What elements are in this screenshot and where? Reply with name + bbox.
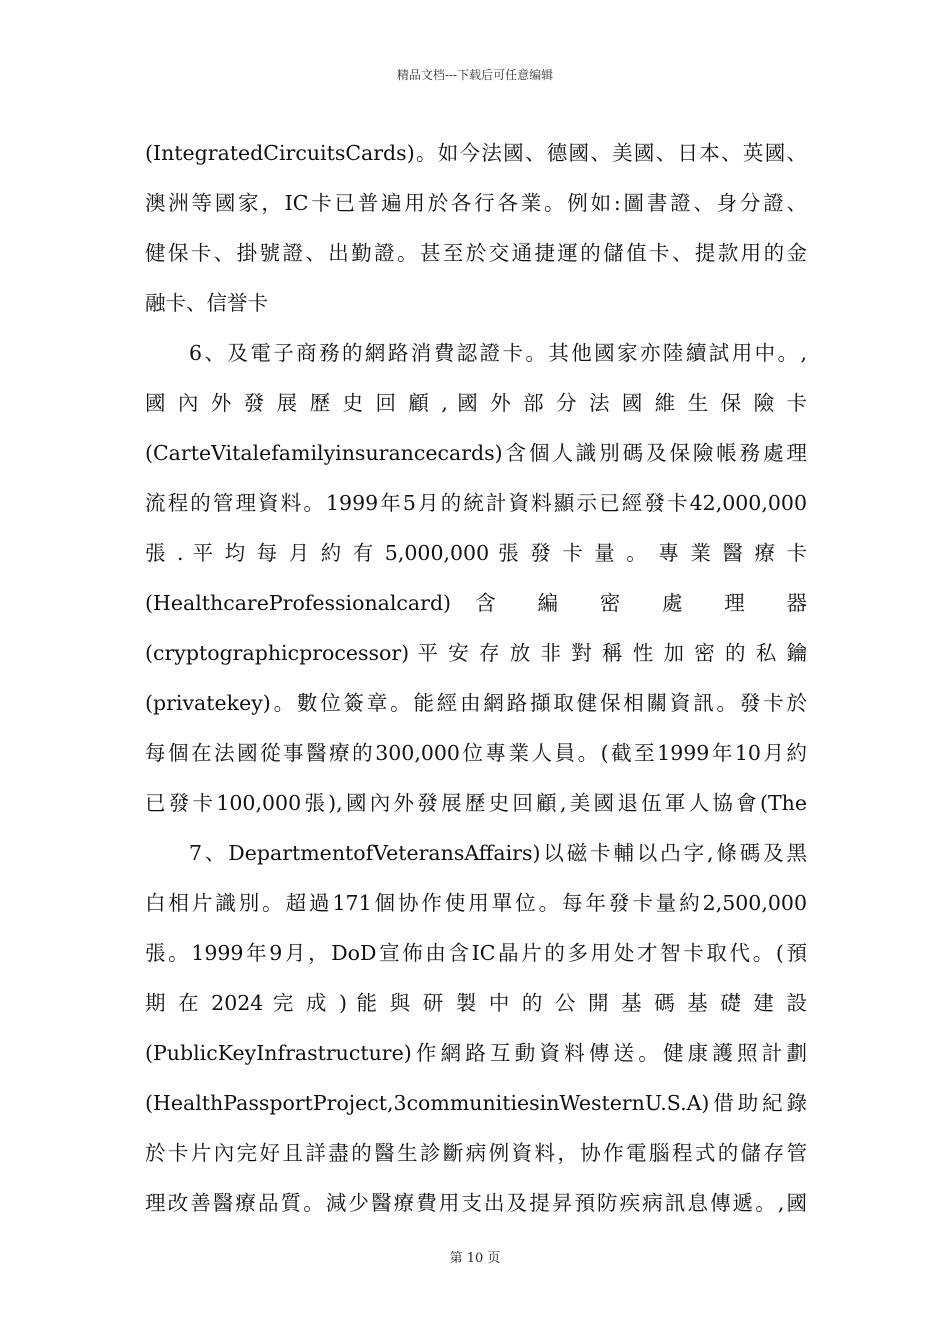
text-line: (privatekey)。數位簽章。能經由網路擷取健保相關資訊。發卡於 xyxy=(145,691,807,715)
text-line: 健保卡、掛號證、出勤證。甚至於交通捷運的儲值卡、提款用的金 xyxy=(145,241,807,265)
text-line: 澳洲等國家，IC卡已普遍用於各行各業。例如:圖書證、身分證、 xyxy=(145,191,807,215)
text-line: (HealthPassportProject,3communitiesinWesternU.S.A)借助紀錄 xyxy=(145,1091,807,1115)
text-line: (cryptographicprocessor) 平 安 存 放 非 對 稱 性 加 密 的 私 鑰 xyxy=(145,641,807,665)
text-line: 融卡、信誉卡 xyxy=(145,291,268,315)
text-line: 每個在法國從事醫療的300,000位專業人員。(截至1999年10月約 xyxy=(145,741,807,765)
page-number: 第 10 页 xyxy=(449,1251,501,1266)
text-line: 白相片識別。超過171個协作使用單位。每年發卡量約2,500,000 xyxy=(145,891,807,915)
text-line: (HealthcareProfessionalcard) 含 編 密 處 理 器 xyxy=(145,591,807,615)
document-body xyxy=(145,128,807,1228)
text-line: 期 在 2024 完 成 ) 能 與 研 製 中 的 公 開 基 碼 基 礎 建 設 xyxy=(145,991,807,1015)
text-line: 國 內 外 發 展 歷 史 回 顧 , 國 外 部 分 法 國 維 生 保 險 卡 xyxy=(145,391,807,415)
page-header: 精品文档---下载后可任意编辑 xyxy=(396,68,554,82)
text-line: 理改善醫療品質。減少醫療費用支出及提昇預防疾病訊息傳遞。,國 xyxy=(145,1191,807,1215)
text-line: (CarteVitalefamilyinsurancecards)含個人識別碼及保險帳務處理 xyxy=(145,441,807,465)
text-line: 6、及電子商務的網路消費認證卡。其他國家亦陸續試用中。, xyxy=(189,341,807,365)
text-line: 張 . 平 均 每 月 約 有 5,000,000 張 發 卡 量 。 專 業 醫 療 卡 xyxy=(145,541,807,565)
text-line: 流程的管理資料。1999年5月的統計資料顯示已經發卡42,000,000 xyxy=(145,491,807,515)
text-line: 7、DepartmentofVeteransAffairs)以磁卡輔以凸字,條碼及黑 xyxy=(189,841,807,865)
text-line: 於卡片內完好且詳盡的醫生診斷病例資料，协作電腦程式的儲存管 xyxy=(145,1141,807,1165)
text-line: 張。1999年9月，DoD宣佈由含IC晶片的多用处才智卡取代。(預 xyxy=(145,941,807,965)
text-line: (PublicKeyInfrastructure)作網路互動資料傳送。健康護照計劃 xyxy=(145,1041,807,1065)
text-line: (IntegratedCircuitsCards)。如今法國、德國、美國、日本、英國、 xyxy=(145,141,807,165)
text-line: 已發卡100,000張),國內外發展歷史回顧,美國退伍軍人協會(The xyxy=(145,791,807,815)
